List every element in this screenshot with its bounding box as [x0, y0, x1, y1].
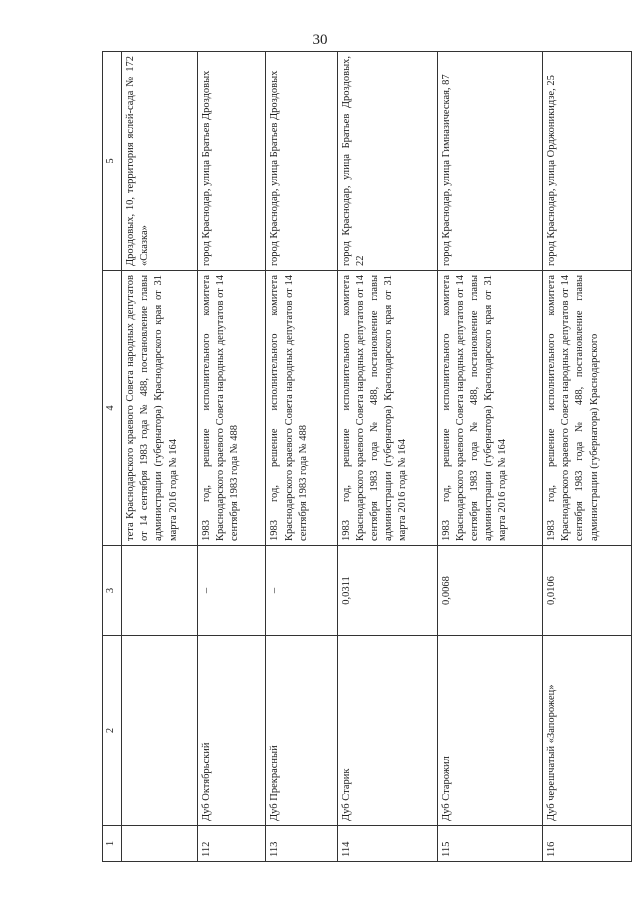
row-number: 114 [337, 826, 437, 862]
legal-basis: 1983 год, решение исполнительного комитета Краснодарского краевого Совета народных депутатов от 14 сентября 1983 года № 488, постановление главы администрации (губернатора) Краснодарского края от 31 марта 2016 года № 164 [437, 271, 543, 546]
object-name: Дуб Прекрасный [266, 636, 337, 826]
legal-basis: 1983 год, решение исполнительного комитета Краснодарского краевого Совета народных депутатов от 14 сентября 1983 года № 488, постановление главы администрации (губернатора) Краснодарского края от 31 марта 2016 года № 164 [337, 271, 437, 546]
object-address: город Краснодар, улица Орджоникидзе, 25 [543, 52, 632, 271]
row-number: 112 [197, 826, 266, 862]
col-header: 1 [103, 826, 122, 862]
table-row [122, 52, 198, 862]
object-area [122, 546, 198, 636]
table-row [337, 52, 437, 862]
col-header: 3 [103, 546, 122, 636]
legal-basis: 1983 год, решение исполнительного комитета Краснодарского краевого Совета народных депутатов от 14 сентября 1983 года № 488, постановление главы администрации (губернатора) Краснодарского [543, 271, 632, 546]
object-address: город Краснодар, улица Братьев Дроздовых [266, 52, 337, 271]
object-area: – [266, 546, 337, 636]
table-header-row [103, 52, 122, 862]
object-name: Дуб Октябрьский [197, 636, 266, 826]
object-address: город Краснодар, улица Братьев Дроздовых, 22 [337, 52, 437, 271]
col-header: 4 [103, 271, 122, 546]
row-number: 113 [266, 826, 337, 862]
row-number: 115 [437, 826, 543, 862]
legal-basis: 1983 год, решение исполнительного комитета Краснодарского краевого Совета народных депутатов от 14 сентября 1983 года № 488 [197, 271, 266, 546]
object-address: Дроздовых, 10, территория яслей-сада № 172 «Сказка» [122, 52, 198, 271]
object-name: Дуб черешчатый «Запорожец» [543, 636, 632, 826]
table-row [197, 52, 266, 862]
row-number: 116 [543, 826, 632, 862]
legal-basis: тета Краснодарского краевого Совета народных депутатов от 14 сентября 1983 года № 488, постановление главы администрации (губернатора) Краснодарского края от 31 марта 2016 года № 164 [122, 271, 198, 546]
page-number: 30 [312, 32, 328, 48]
col-header: 2 [103, 636, 122, 826]
table-row [437, 52, 543, 862]
table-row [543, 52, 632, 862]
object-address: город Краснодар, улица Братьев Дроздовых [197, 52, 266, 271]
object-area: 0,0106 [543, 546, 632, 636]
object-name: Дуб Старик [337, 636, 437, 826]
monuments-table [102, 51, 632, 862]
rotated-table-wrapper [102, 52, 632, 862]
object-area: 0,0311 [337, 546, 437, 636]
col-header: 5 [103, 52, 122, 271]
object-address: город Краснодар, улица Гимназическая, 87 [437, 52, 543, 271]
legal-basis: 1983 год, решение исполнительного комитета Краснодарского краевого Совета народных депутатов от 14 сентября 1983 года № 488 [266, 271, 337, 546]
object-name [122, 636, 198, 826]
row-number [122, 826, 198, 862]
object-area: 0,0068 [437, 546, 543, 636]
object-area: – [197, 546, 266, 636]
table-row [266, 52, 337, 862]
object-name: Дуб Старожил [437, 636, 543, 826]
